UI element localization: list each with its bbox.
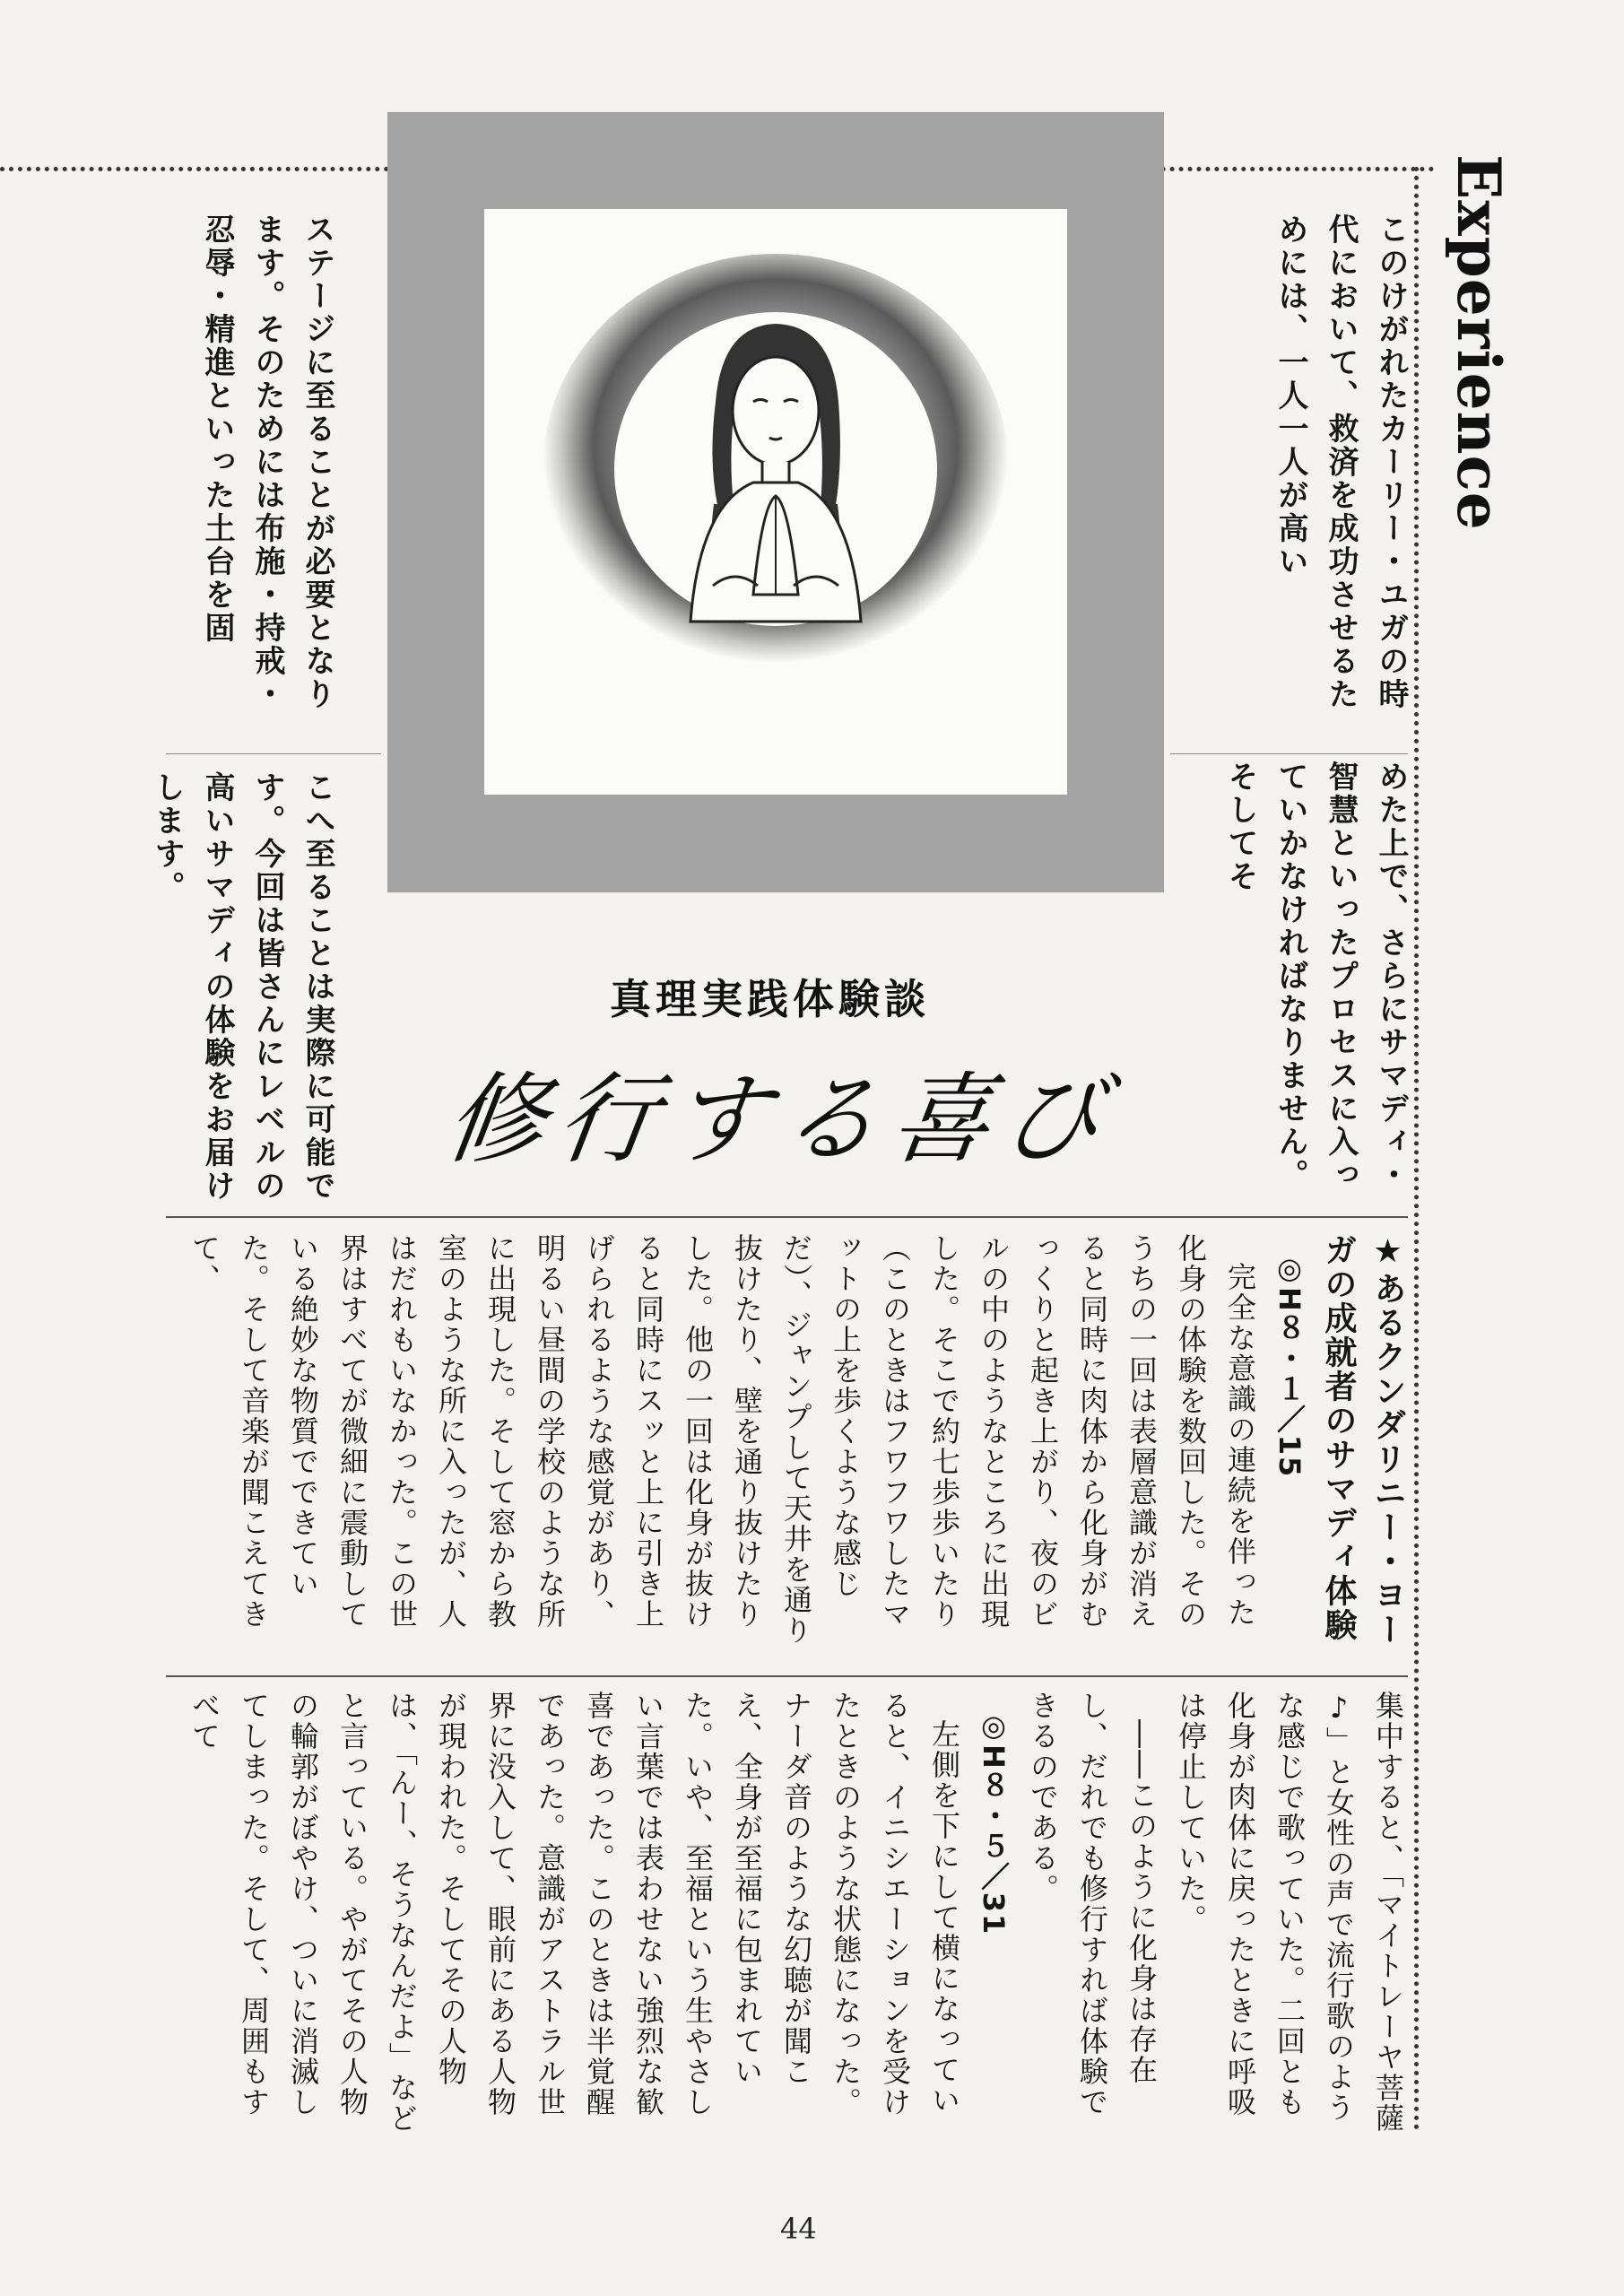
intro-text: このけがれたカーリー・ユガの時代において、救済を成功させるためには、一人一人が高い <box>1272 213 1409 711</box>
title-main: 修行する喜び <box>439 1062 1123 1177</box>
title-sub: 真理実践体験談 <box>610 975 930 1023</box>
intro-upper-right <box>1228 213 1416 743</box>
divider <box>1170 753 1408 754</box>
intro-upper-left <box>172 213 343 743</box>
entry-date: ◎H８・５／31 <box>977 1709 1011 1936</box>
intro-middle-right <box>1222 761 1416 1209</box>
entry-text: 集中すると、「マイトレーヤ菩薩♪」と女性の声で流行歌のような感じで歌っていた。二回とも化身が肉体に戻ったときに呼吸は停止していた。 <box>1174 1691 1405 2134</box>
article-subheading: ★あるクンダリニー・ヨーガの成就者のサマディ体験 <box>1320 1233 1406 1647</box>
section-label: Experience <box>1444 154 1514 531</box>
divider <box>166 1675 1408 1677</box>
intro-text: こへ至ることは実際に可能です。今回は皆さんにレベルの高いサマディの体験をお届けします。 <box>149 771 335 1203</box>
praying-woman-illustration <box>484 209 1067 795</box>
intro-text: めた上で、さらにサマディ・智慧といったプロセスに入っていかなければなりません。そしてそ <box>1222 761 1409 1192</box>
article-middle <box>166 1233 1412 1655</box>
illustration-frame <box>387 112 1164 892</box>
intro-middle-left <box>149 771 343 1220</box>
praying-figure-icon <box>484 209 1067 795</box>
intro-text: ステージに至ることが必要となります。そのためには布施・持戒・忍辱・精進といった土台を固 <box>199 213 335 711</box>
entry-note: ――このように化身は存在し、だれでも修行すれば体験できるのである。 <box>1026 1691 1159 2118</box>
article-lower <box>166 1691 1412 2139</box>
entry-text: 左側を下にして横になっていると、イニシエーションを受けたときのような状態になった。ナーダ音のような幻聴が聞こえ、全身が至福に包まれていた。いや、至福という生やさしい言葉では表わせない強烈な歓喜であった。このときは半覚醒であった。意識がアストラル世界に没入して、眼前にある人物が現われた。そしてその人物は、「んー、そうなんだよ」などと言っている。やがてその人物の輪郭がぼやけ、ついに消滅してしまった。そして、周囲もすべて <box>187 1691 961 2134</box>
divider <box>166 753 381 754</box>
divider <box>166 1216 1408 1218</box>
entry-date: ◎H８・１／15 <box>1272 1251 1307 1479</box>
page-number: 44 <box>780 2212 817 2246</box>
entry-text: 完全な意識の連続を伴った化身の体験を数回した。そのうちの一回は表層意識が消えると同時に肉体から化身がむっくりと起き上がり、夜のビルの中のようなところに出現した。そこで約七歩歩いたり（このときはフワフワしたマットの上を歩くような感じだ）、ジャンプして天井を通り抜けたり、壁を通り抜けたりした。他の一回は化身が抜けると同時にスッと上に引き上げられるような感覚があり、明るい昼間の学校のような所に出現した。そして窓から教室のような所に入ったが、人はだれもいなかった。この世界はすべてが微細に震動している絶妙な物質でできていた。そして音楽が聞こえてきて、 <box>187 1233 1257 1646</box>
